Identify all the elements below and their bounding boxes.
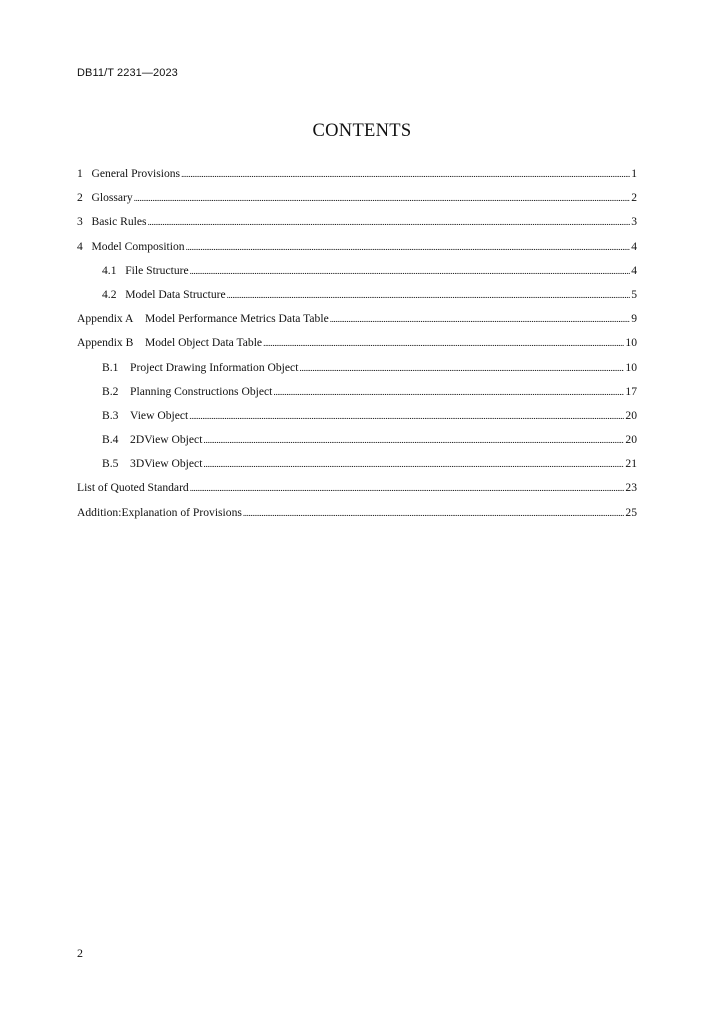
toc-item-page: 3 xyxy=(631,215,637,229)
toc-item-label: 2DView Object xyxy=(130,433,203,447)
toc-leader-dots xyxy=(203,455,624,473)
toc-item-page: 23 xyxy=(625,481,637,495)
toc-leader-dots xyxy=(243,504,625,522)
toc-item-page: 20 xyxy=(625,433,637,447)
toc-item-label: File Structure xyxy=(125,263,189,277)
toc-item-number: Appendix B xyxy=(77,336,134,350)
toc-item-number: 2 xyxy=(77,191,83,205)
toc-item-appendix-a[interactable] xyxy=(77,310,637,334)
toc-item-page: 5 xyxy=(631,287,637,301)
toc-item-number: 4.2 xyxy=(102,287,117,301)
toc-leader-dots xyxy=(227,286,631,304)
toc-item-4-2[interactable] xyxy=(77,286,637,310)
toc-item-page: 17 xyxy=(625,384,637,398)
toc-leader-dots xyxy=(203,431,624,449)
toc-item-b-2[interactable] xyxy=(77,383,637,407)
toc-item-page: 20 xyxy=(625,408,637,422)
toc-item-page: 1 xyxy=(631,167,637,180)
document-code-header: DB11/T 2231—2023 xyxy=(77,67,178,79)
toc-item-page: 25 xyxy=(625,505,637,519)
toc-item-label: 3DView Object xyxy=(130,457,203,471)
toc-item-number: B.1 xyxy=(102,360,119,374)
toc-leader-dots xyxy=(181,165,630,183)
toc-item-4[interactable] xyxy=(77,238,637,262)
toc-item-number: Appendix A xyxy=(77,312,134,326)
toc-leader-dots xyxy=(189,407,624,425)
toc-item-quoted-standard[interactable] xyxy=(77,479,637,503)
toc-item-label: Glossary xyxy=(91,191,133,205)
toc-item-3[interactable] xyxy=(77,213,637,237)
toc-item-page: 9 xyxy=(631,312,637,326)
toc-item-1[interactable] xyxy=(77,165,637,189)
toc-leader-dots xyxy=(148,213,631,231)
page-number: 2 xyxy=(77,946,83,960)
toc-item-label: View Object xyxy=(130,408,189,422)
toc-item-number: B.2 xyxy=(102,384,119,398)
toc-item-label: Model Object Data Table xyxy=(144,336,263,350)
toc-item-2[interactable] xyxy=(77,189,637,213)
toc-item-number: 3 xyxy=(77,215,83,229)
toc-item-label: General Provisions xyxy=(91,167,181,180)
toc-item-label: Model Performance Metrics Data Table xyxy=(144,312,329,326)
toc-leader-dots xyxy=(273,383,624,401)
toc-item-label: Basic Rules xyxy=(91,215,147,229)
toc-item-b-1[interactable] xyxy=(77,359,637,383)
toc-item-number: B.3 xyxy=(102,408,119,422)
toc-item-appendix-b[interactable] xyxy=(77,334,637,358)
toc-item-b-3[interactable] xyxy=(77,407,637,431)
table-of-contents xyxy=(77,165,637,528)
toc-item-page: 10 xyxy=(625,336,637,350)
toc-item-number: B.4 xyxy=(102,433,119,447)
toc-item-number: 1 xyxy=(77,167,83,180)
toc-item-page: 21 xyxy=(625,457,637,471)
toc-item-explanation[interactable] xyxy=(77,504,637,528)
toc-item-page: 4 xyxy=(631,239,637,253)
toc-item-b-4[interactable] xyxy=(77,431,637,455)
toc-item-number: B.5 xyxy=(102,457,119,471)
toc-leader-dots xyxy=(263,334,624,352)
toc-item-b-5[interactable] xyxy=(77,455,637,479)
toc-item-label: Addition:Explanation of Provisions xyxy=(77,505,242,519)
toc-leader-dots xyxy=(134,189,630,207)
toc-item-label: Planning Constructions Object xyxy=(130,384,273,398)
toc-item-page: 4 xyxy=(631,263,637,277)
toc-leader-dots xyxy=(190,479,625,497)
toc-item-label: Model Composition xyxy=(91,239,185,253)
toc-leader-dots xyxy=(330,310,630,328)
toc-leader-dots xyxy=(299,359,624,377)
page-title: CONTENTS xyxy=(312,121,412,141)
toc-leader-dots xyxy=(186,238,631,256)
toc-item-page: 10 xyxy=(625,360,637,374)
toc-item-label: List of Quoted Standard xyxy=(77,481,189,495)
toc-item-number: 4.1 xyxy=(102,263,117,277)
toc-item-page: 2 xyxy=(631,191,637,205)
toc-leader-dots xyxy=(190,262,631,280)
toc-item-label: Project Drawing Information Object xyxy=(130,360,299,374)
toc-item-number: 4 xyxy=(77,239,83,253)
toc-item-label: Model Data Structure xyxy=(125,287,226,301)
toc-item-4-1[interactable] xyxy=(77,262,637,286)
